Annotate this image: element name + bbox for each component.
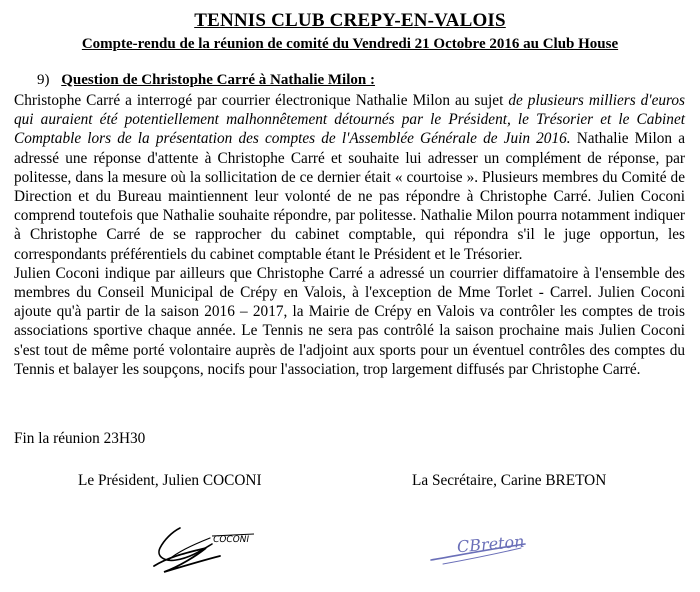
section-number: 9) (37, 72, 50, 88)
section-title: Question de Christophe Carré à Nathalie Milon : (61, 72, 375, 88)
meeting-subtitle: Compte-rendu de la réunion de comité du Vendredi 21 Octobre 2016 au Club House (81, 36, 619, 52)
paragraph-1-italic: de plusieurs milliers d'euros qui auraient été potentiellement malhonnêtement détournés par le Président, le Trésorier et le Cabinet Comptable lors de la présentation des comptes de l'Assemblée Générale de Juin 2016. (14, 92, 686, 148)
paragraph-1-intro: Christophe Carré a interrogé par courrier électronique Nathalie Milon au sujet (14, 92, 509, 109)
secretary-signature-label: La Secrétaire, Carine BRETON (412, 472, 607, 489)
section-heading (37, 72, 375, 89)
meeting-end-note: Fin la réunion 23H30 (14, 430, 146, 447)
president-signature-text: COCONI (211, 535, 250, 545)
paragraph-1-rest: Nathalie Milon a adressé une réponse d'attente à Christophe Carré et souhaite lui adresser un complément de réponse, par politesse, dans la mesure où la sollicitation de ce dernier était « courtoise ». Plusieurs membres du Comité de Direction et du Bureau maintiennent leur volonté de ne pas répondre à Christophe Carré. Julien Coconi comprend toutefois que Nathalie souhaite répondre, par politesse. Nathalie Milon pourra notamment indiquer à Christophe Carré de se rapprocher du cabinet comptable, qui répondra s'il le juge opportun, les correspondants préférentiels du cabinet comptable étant le Président et le Trésorier. (14, 130, 685, 263)
secretary-signature (425, 520, 555, 570)
president-signature (150, 522, 260, 582)
president-signature-label: Le Président, Julien COCONI (78, 472, 262, 489)
paragraph-1 (14, 91, 685, 264)
club-title: TENNIS CLUB CREPY-EN-VALOIS (194, 10, 506, 31)
paragraph-2: Julien Coconi indique par ailleurs que Christophe Carré a adressé un courrier diffamatoire à l'ensemble des membres du Conseil Municipal de Crépy en Valois, à l'exception de Mme Torlet - Carrel. Julien Coconi ajoute qu'à partir de la saison 2016 – 2017, la Mairie de Crépy en Valois va contrôler les comptes de trois associations sportive chaque année. Le Tennis ne sera pas contrôlé la saison prochaine mais Julien Coconi s'est tout de même porté volontaire auprès de l'adjoint aux sports pour un éventuel contrôles des comptes du Tennis et balayer les soupçons, nocifs pour l'association, trop largement diffusés par Christophe Carré. (14, 264, 685, 378)
secretary-signature-text: CBreton (456, 531, 526, 557)
minutes-body (14, 91, 685, 379)
